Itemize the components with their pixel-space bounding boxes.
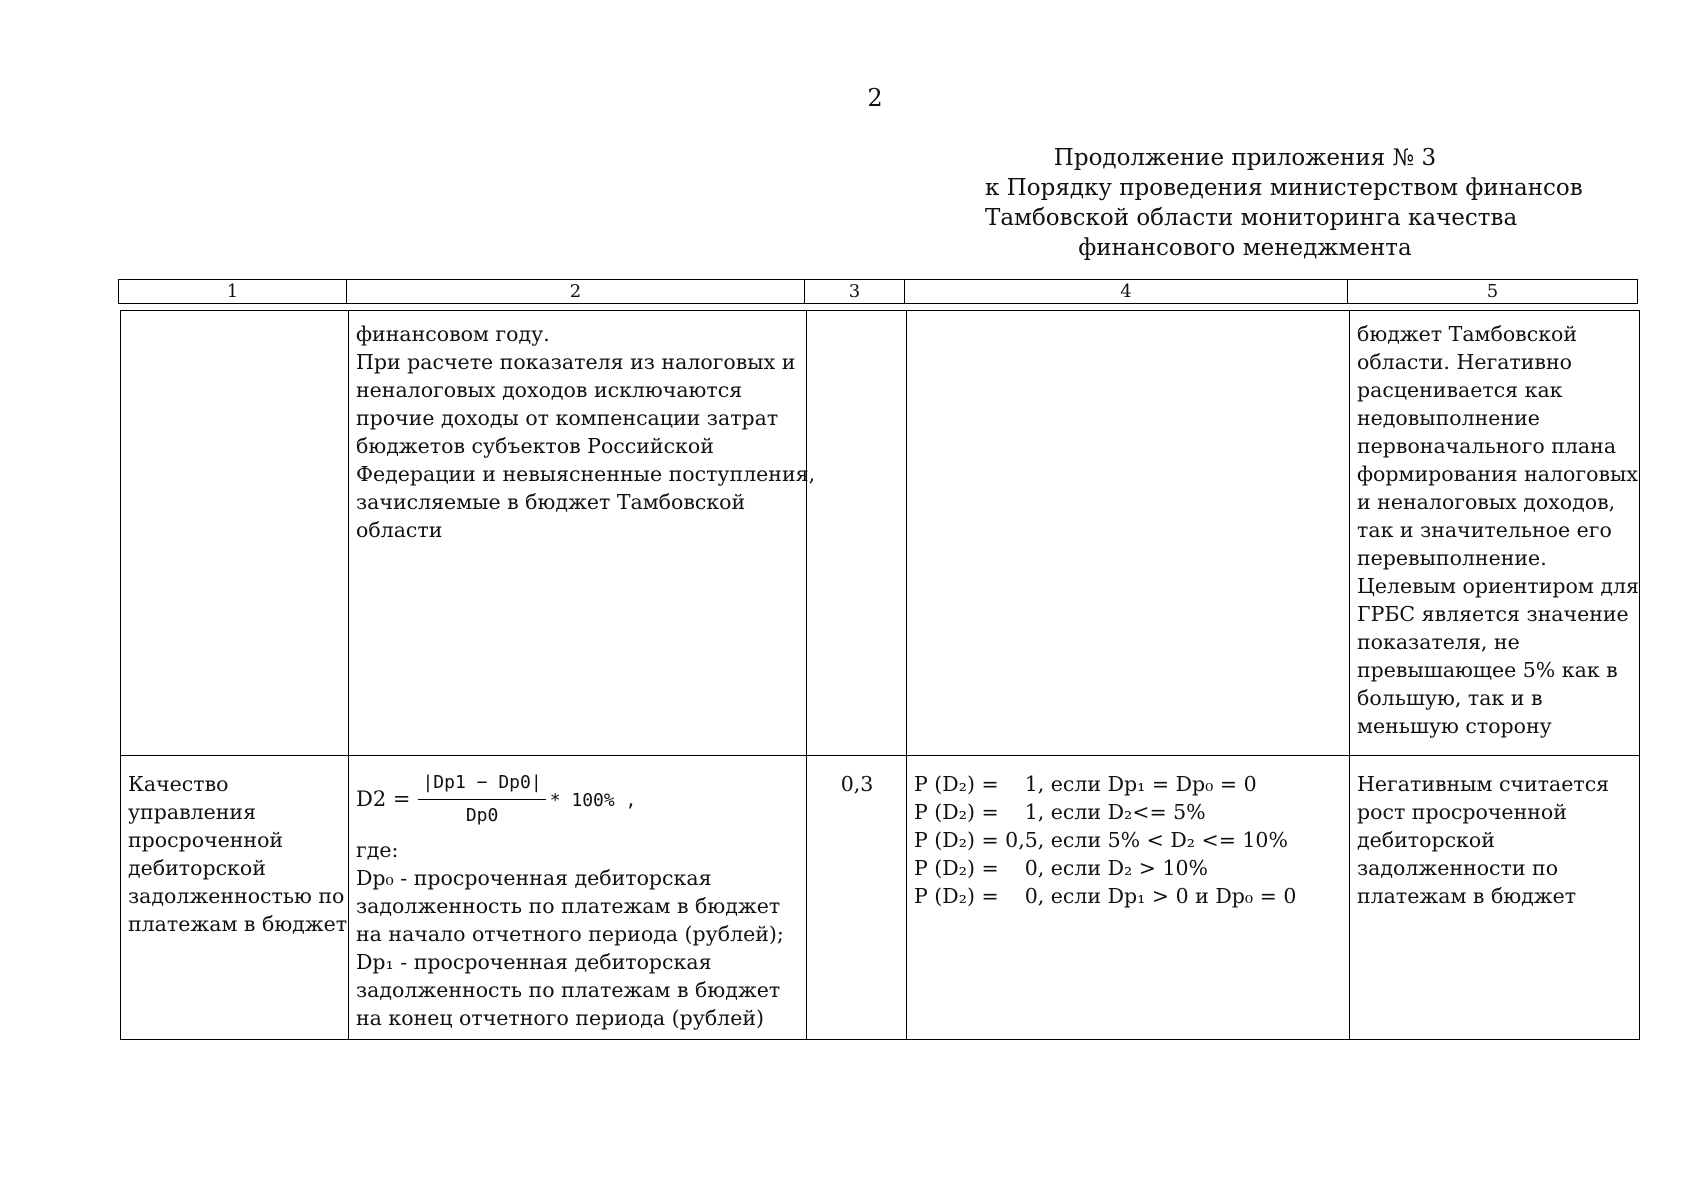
cell-evaluation (907, 756, 1350, 1040)
text-line: большую, так и в (1357, 686, 1543, 710)
cell-comment (1350, 756, 1640, 1040)
column-number: 3 (805, 280, 905, 304)
appendix-header-line: Продолжение приложения № 3 (1053, 145, 1437, 171)
condition-line: P (D₂) = 0,5, если 5% < D₂ <= 10% (914, 828, 1288, 853)
text-line: на конец отчетного периода (рублей) (356, 1006, 764, 1031)
condition-line: P (D₂) = 1, если D₂<= 5% (914, 800, 1206, 825)
text-line: меньшую сторону (1357, 714, 1552, 738)
text-line: области (356, 518, 443, 542)
text-line: Dp₁ - просроченная дебиторская (356, 950, 712, 975)
condition-line: P (D₂) = 1, если Dp₁ = Dp₀ = 0 (914, 772, 1257, 797)
text-line: платежам в бюджет (1357, 884, 1577, 909)
text-line: неналоговых доходов исключаются (356, 378, 743, 402)
text-line: Dp₀ - просроченная дебиторская (356, 866, 712, 891)
text-line: перевыполнение. (1357, 546, 1547, 570)
indicator-table (120, 310, 1640, 1040)
cell-indicator-name (121, 756, 349, 1040)
formula-fraction (418, 769, 545, 830)
text-line: рост просроченной (1357, 800, 1567, 825)
text-line: прочие доходы от компенсации затрат (356, 406, 779, 430)
cell-calculation (349, 756, 807, 1040)
table-row (121, 311, 1640, 756)
cell-weight (807, 311, 907, 756)
text-line: дебиторской (1357, 828, 1495, 853)
text-line: Качество (128, 772, 229, 797)
text-line: просроченной (128, 828, 284, 853)
formula (356, 764, 800, 834)
formula-lhs: D2 = (356, 787, 411, 812)
text-line: Федерации и невыясненные поступления, (356, 462, 816, 486)
cell-weight: 0,3 (807, 756, 907, 1040)
text-line: где: (356, 838, 399, 863)
text-line: первоначального плана (1357, 434, 1617, 458)
text-line: задолженность по платежам в бюджет (356, 894, 781, 919)
text-line: задолженности по (1357, 856, 1559, 881)
text-line: превышающее 5% как в (1357, 658, 1618, 682)
appendix-header (985, 143, 1583, 263)
page-number: 2 (867, 84, 883, 112)
text-line: Целевым ориентиром для (1357, 574, 1639, 598)
text-line: финансовом году. (356, 322, 550, 346)
table-row (121, 756, 1640, 1040)
column-number: 4 (905, 280, 1348, 304)
appendix-header-line: финансового менеджмента (1078, 235, 1412, 261)
condition-line: P (D₂) = 0, если Dp₁ > 0 и Dp₀ = 0 (914, 884, 1297, 909)
condition-line: P (D₂) = 0, если D₂ > 10% (914, 856, 1209, 881)
text-line: формирования налоговых (1357, 462, 1638, 486)
text-line: При расчете показателя из налоговых и (356, 350, 796, 374)
text-line: и неналоговых доходов, (1357, 490, 1616, 514)
text-line: недовыполнение (1357, 406, 1540, 430)
column-number: 5 (1348, 280, 1638, 304)
text-line: платежам в бюджет (128, 912, 348, 937)
text-line: показателя, не (1357, 630, 1520, 654)
cell-indicator-name (121, 311, 349, 756)
text-line: Негативным считается (1357, 772, 1610, 797)
text-line: зачисляемые в бюджет Тамбовской (356, 490, 746, 514)
column-number: 1 (119, 280, 347, 304)
text-line: расценивается как (1357, 378, 1563, 402)
column-number: 2 (347, 280, 805, 304)
cell-comment (1350, 311, 1640, 756)
cell-evaluation (907, 311, 1350, 756)
text-line: бюджет Тамбовской (1357, 322, 1578, 346)
text-line: бюджетов субъектов Российской (356, 434, 714, 458)
formula-numerator: |Dp1 − Dp0| (418, 769, 545, 800)
text-line: области. Негативно (1357, 350, 1572, 374)
text-line: задолженность по платежам в бюджет (356, 978, 781, 1003)
formula-rhs: * 100% , (549, 790, 637, 812)
formula-denominator: Dp0 (465, 804, 499, 826)
column-number-row (118, 279, 1638, 304)
appendix-header-line: к Порядку проведения министерством финансов (985, 175, 1583, 201)
cell-calculation (349, 311, 816, 756)
text-line: задолженностью по (128, 884, 345, 909)
appendix-header-line: Тамбовской области мониторинга качества (985, 205, 1518, 231)
text-line: так и значительное его (1357, 518, 1612, 542)
text-line: на начало отчетного периода (рублей); (356, 922, 784, 947)
text-line: ГРБС является значение (1357, 602, 1629, 626)
text-line: дебиторской (128, 856, 266, 881)
text-line: управления (128, 800, 257, 825)
